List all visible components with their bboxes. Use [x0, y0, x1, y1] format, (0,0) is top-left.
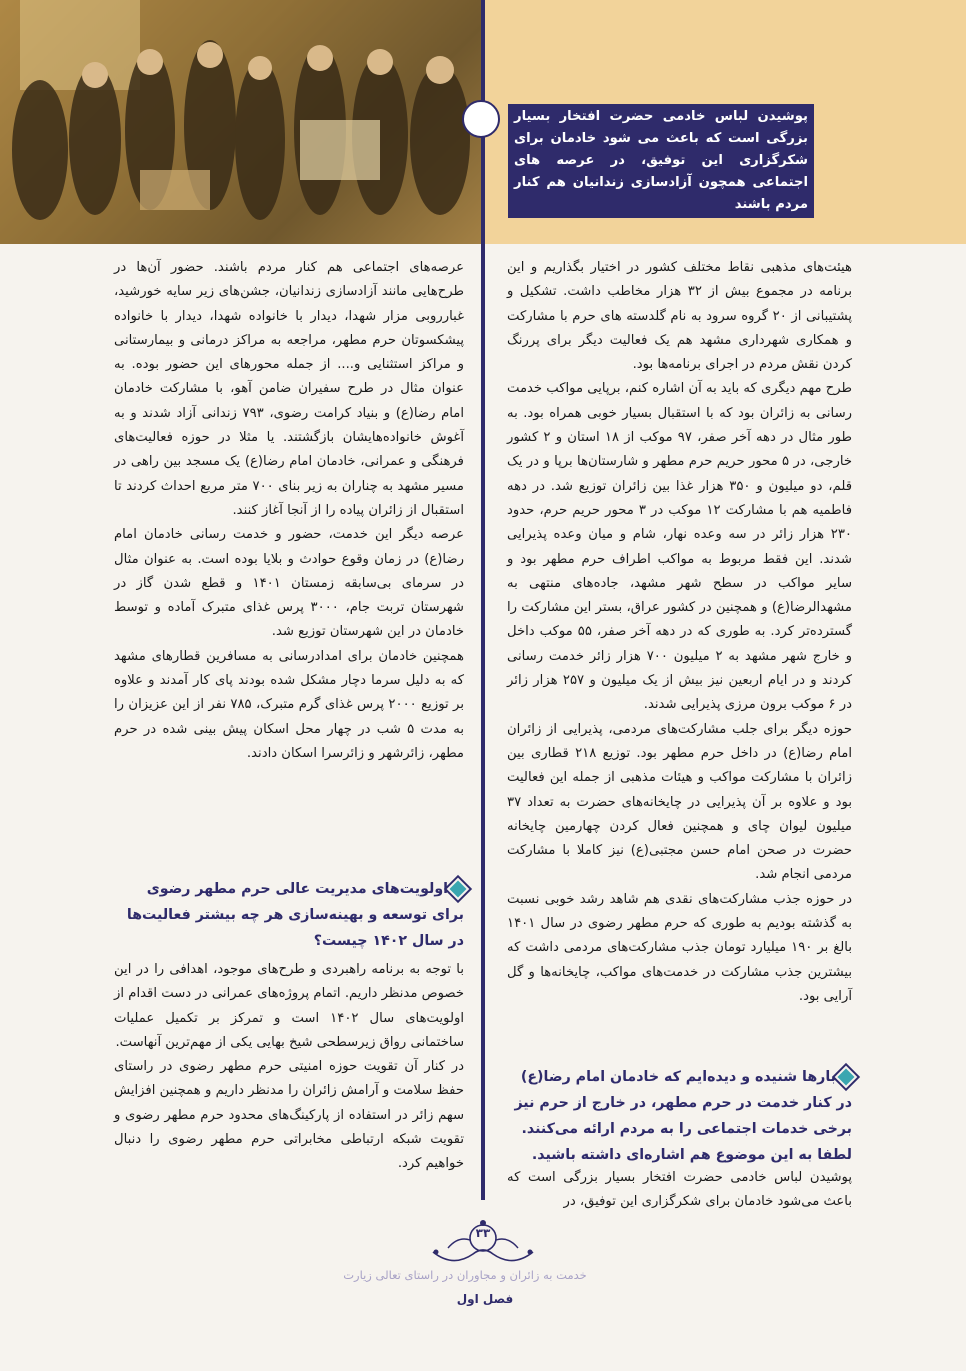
paragraph: عرصه دیگر این خدمت، حضور و خدمت رسانی خادمان امام رضا(ع) در زمان وقوع حوادث و بلایا بوده است. به عنوان مثال در سرمای بی‌سابقه زمستان ۱۴۰۱ و قطع شدن گاز در شهرستان تربت جام، ۳۰۰۰ پرس غذای متبرک آماده و توسط خادمان در این شهرستان توزیع شد.	[114, 527, 464, 640]
diamond-bullet-icon	[450, 881, 467, 898]
left-column	[114, 256, 464, 766]
page-number: ۳۳	[475, 1226, 491, 1240]
paragraph: همچنین خادمان برای امدادرسانی به مسافرین قطارهای مشهد که به دلیل سرما دچار مشکل شده بودند پای کار آمدند و علاوه بر توزیع ۲۰۰۰ پرس غذای گرم متبرک، ۷۸۵ نفر از این عزیزان را به مدت ۵ شب در چهار محل اسکان پیش بینی شده در حرم مطهر، زائرشهر و زائرسرا اسکان دادند.	[114, 648, 464, 761]
question-right	[507, 1064, 852, 1168]
question-left	[114, 876, 464, 954]
footer-tagline: خدمت به زائران و مجاوران در راستای تعالی زیارت	[343, 1268, 587, 1282]
paragraph: هیئت‌های مذهبی نقاط مختلف کشور در اختیار بگذاریم و این برنامه در مجموع بیش از ۳۲ هزار مخاطب داشت. تشکیل و پشتیبانی از ۲۰ گروه سرود به نام گلدسته های حرم با مشارکت و همکاری شهرداری مشهد هم یک فعالیت دیگر برای پررنگ کردن نقش مردم در اجرای برنامه‌ها بود.	[507, 260, 852, 373]
pull-quote: پوشیدن لباس خادمی حضرت افتخار بسیار بزرگی است که باعث می شود خادمان برای شکرگزاری این توفیق، در عرصه های اجتماعی همچون آزادسازی زندانیان هم کنار مردم باشند	[508, 104, 814, 218]
circle-marker-icon	[462, 100, 500, 138]
paragraph: عرصه‌های اجتماعی هم کنار مردم باشند. حضور آن‌ها در طرح‌هایی مانند آزادسازی زندانیان، جشن‌های زیر سایه خورشید، غبارروبی مزار شهدا، دیدار با خانواده شهدا، دیدار با خانواده پیشکسوتان حرم مطهر، مراجعه به مراکز درمانی و بیمارستانی و مراکز استثنایی و.... از جمله محورهای این حضور بوده. به عنوان مثال در طرح سفیران ضامن آهو، با مشارکت خادمان امام رضا(ع) و بنیاد کرامت رضوی، ۷۹۳ زندانی آزاد شدند و به آغوش خانواده‌هایشان بازگشتند. یا مثلا در حوزه فعالیت‌های فرهنگی و عمرانی، خادمان امام رضا(ع) یک مسجد بین راهی در مسیر مشهد به چناران به زیر بنای ۷۰۰ متر مربع احداث کردند تا استقبال از زائران پیاده را از آنجا آغاز کنند.	[114, 260, 464, 518]
paragraph: در حوزه جذب مشارکت‌های نقدی هم شاهد رشد خوبی نسبت به گذشته بودیم به طوری که حرم مطهر رضوی در سال ۱۴۰۱ بالغ بر ۱۹۰ میلیارد تومان جذب مشارکت‌های مردمی داشت که بیشترین جذب مشارکت در خدمت‌های مواکب، چایخانه‌ها و گل آرایی بود.	[507, 891, 853, 1004]
paragraph: حوزه دیگر برای جلب مشارکت‌های مردمی، پذیرایی از زائران امام رضا(ع) در داخل حرم مطهر بود. توزیع ۲۱۸ قطاری بین زائران با مشارکت مواکب و هیئات مذهبی از جمله این فعالیت بود و علاوه بر آن پذیرایی در چایخانه‌های حضرت به تعداد ۳۷ میلیون لیوان چای و همچنین فعال کردن چهارمین چایخانه حضرت در صحن امام حسن مجتبی(ع) نیز کاملا با مشارکت مردمی انجام شد.	[507, 721, 853, 883]
ceremony-photo	[0, 0, 483, 244]
paragraph: با توجه به برنامه راهبردی و طرح‌های موجود، اهدافی را در این خصوص مدنظر داریم. اتمام پروژه‌های عمرانی در دست اقدام از اولویت‌های سال ۱۴۰۲ است و تمرکز بر تکمیل عملیات ساختمانی رواق زیرسطحی شیخ بهایی یکی از مهم‌ترین آنهاست.	[114, 962, 465, 1050]
answer-left	[114, 958, 464, 1177]
paragraph: پوشیدن لباس خادمی حضرت افتخار بسیار بزرگی است که باعث می‌شود خادمان برای شکرگزاری این توفیق، در	[507, 1170, 852, 1210]
diamond-bullet-icon	[838, 1069, 855, 1086]
paragraph: در کنار آن تقویت حوزه امنیتی حرم مطهر رضوی در راستای حفظ سلامت و آرامش زائران را مدنظر داریم و همچنین افزایش سهم زائر در استفاده از پارکینگ‌های محدود حرم مطهر رضوی و تقویت شبکه ارتباطی مخابراتی حرم مطهر رضوی را دنبال خواهیم کرد.	[114, 1059, 464, 1172]
paragraph: طرح مهم دیگری که باید به آن اشاره کنم، برپایی مواکب خدمت رسانی به زائران بود که با استقبال بسیار خوبی همراه بود. به طور مثال در دهه آخر صفر، ۹۷ موکب از ۱۸ استان و ۲ کشور خارجی، در ۵ محور حریم حرم مطهر و شارستان‌ها برپا و در یک قلم، دو میلیون و ۳۵۰ هزار غذا بین زائران توزیع شد. در دهه فاطمیه هم با مشارکت ۱۲ موکب در ۳ محور حریم حرم، حدود ۲۳۰ هزار زائر در سه وعده نهار، شام و میان وعده پذیرایی شدند. این فقط مربوط به مواکب اطراف حرم مطهر بود و سایر مواکب در سطح شهر مشهد، جاده‌های منتهی به مشهدالرضا(ع) و همچنین در کشور عراق، بستر این مشارکت را گسترده‌تر کرد. به طوری که در دهه آخر صفر، ۵۵ موکب داخل و خارج شهر مشهد به ۲ میلیون ۷۰۰ هزار زائر خدمت رسانی کردند و در ایام اربعین نیز بیش از یک میلیون و ۲۵۷ هزار زائر در ۶ موکب برون مرزی پذیرایی شدند.	[507, 381, 853, 713]
footer-chapter: فصل اول	[456, 1292, 514, 1306]
question-text: اولویت‌های مدیریت عالی حرم مطهر رضوی برای توسعه و بهینه‌سازی هر چه بیشتر فعالیت‌ها در سال ۱۴۰۲ چیست؟	[126, 881, 464, 949]
photo-illustration	[0, 0, 483, 244]
question-text: بارها شنیده و دیده‌ایم که خادمان امام رضا(ع) در کنار خدمت در حرم مطهر، در خارج از حرم نیز برخی خدمات اجتماعی را به مردم ارائه می‌کنند. لطفا به این موضوع هم اشاره‌ای داشته باشید.	[514, 1069, 852, 1163]
column-divider	[481, 0, 485, 1200]
right-column	[507, 256, 852, 1009]
answer-right	[507, 1166, 852, 1215]
